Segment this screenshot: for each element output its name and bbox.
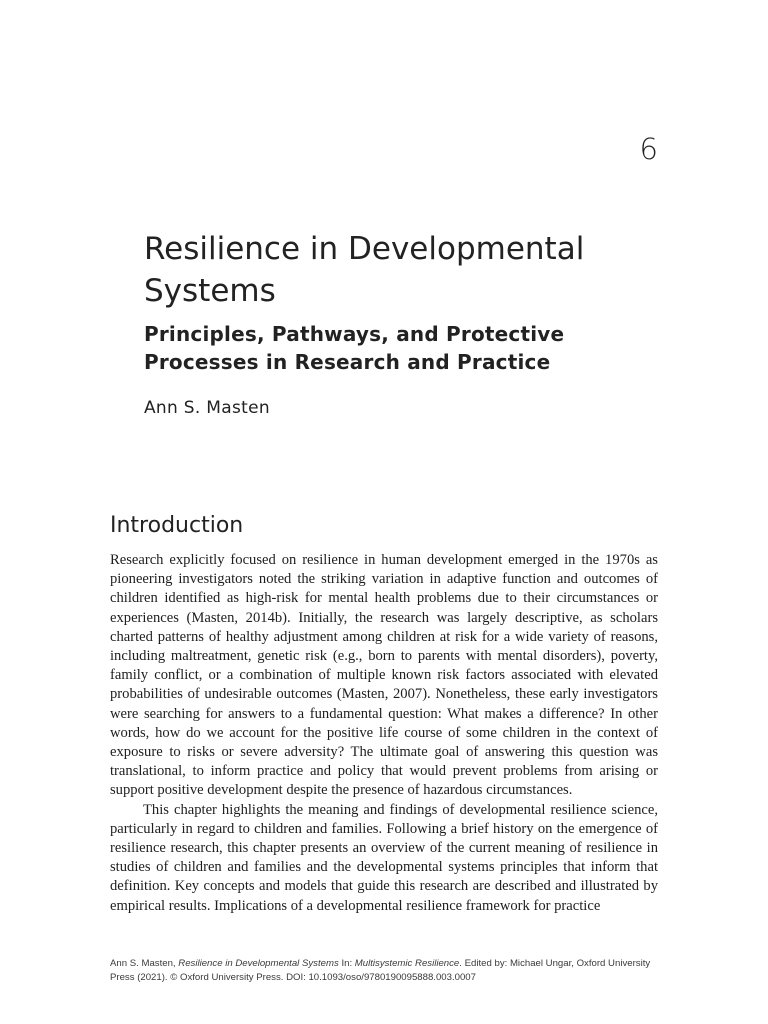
footer-author: Ann S. Masten, xyxy=(110,958,176,969)
chapter-title: Resilience in Developmental Systems xyxy=(144,231,585,309)
body-text xyxy=(110,551,658,916)
chapter-number: 6 xyxy=(639,132,658,166)
chapter-subtitle: Principles, Pathways, and Protective Processes in Research and Practice xyxy=(144,322,565,374)
footer-book-title: Multisystemic Resilience xyxy=(354,958,460,969)
chapter-author: Ann S. Masten xyxy=(144,398,270,418)
section-heading: Introduction xyxy=(110,513,244,538)
footer-publication-info: . Edited by: Michael Ungar, Oxford University Press (2021). © Oxford University Press. DOI: 10.1093/oso/9780190095888.003.0007 xyxy=(110,958,651,983)
citation-footer xyxy=(110,957,658,985)
paragraph-1: Research explicitly focused on resilience in human development emerged in the 1970s as pioneering investigators noted the striking variation in adaptive function and outcomes of children identified as high-risk for mental health problems due to their circumstances or experiences (Masten, 2014b). Initially, the research was largely descriptive, as scholars charted patterns of healthy adjustment among children at risk for a wide variety of reasons, including maltreatment, genetic risk (e.g., born to parents with mental disorders), poverty, family conflict, or a combination of multiple known risk factors associated with elevated probabilities of undesirable outcomes (Masten, 2007). Nonetheless, these early investigators were searching for answers to a fundamental question: What makes a difference? In other words, how do we account for the positive life course of some children in the context of exposure to risks or severe adversity? The ultimate goal of answering this question was translational, to inform practice and policy that would prevent problems from arising or support positive development despite the presence of hazardous circumstances. xyxy=(110,552,658,799)
paragraph-2: This chapter highlights the meaning and findings of developmental resilience science, particularly in regard to children and families. Following a brief history on the emergence of resilience research, this chapter presents an overview of the current meaning of resilience in studies of children and families and the developmental systems principles that inform that definition. Key concepts and models that guide this research are described and illustrated by empirical results. Implications of a developmental resilience framework for practice xyxy=(110,801,658,914)
footer-in-label: In: xyxy=(341,958,353,969)
footer-chapter-title: Resilience in Developmental Systems xyxy=(178,958,339,969)
